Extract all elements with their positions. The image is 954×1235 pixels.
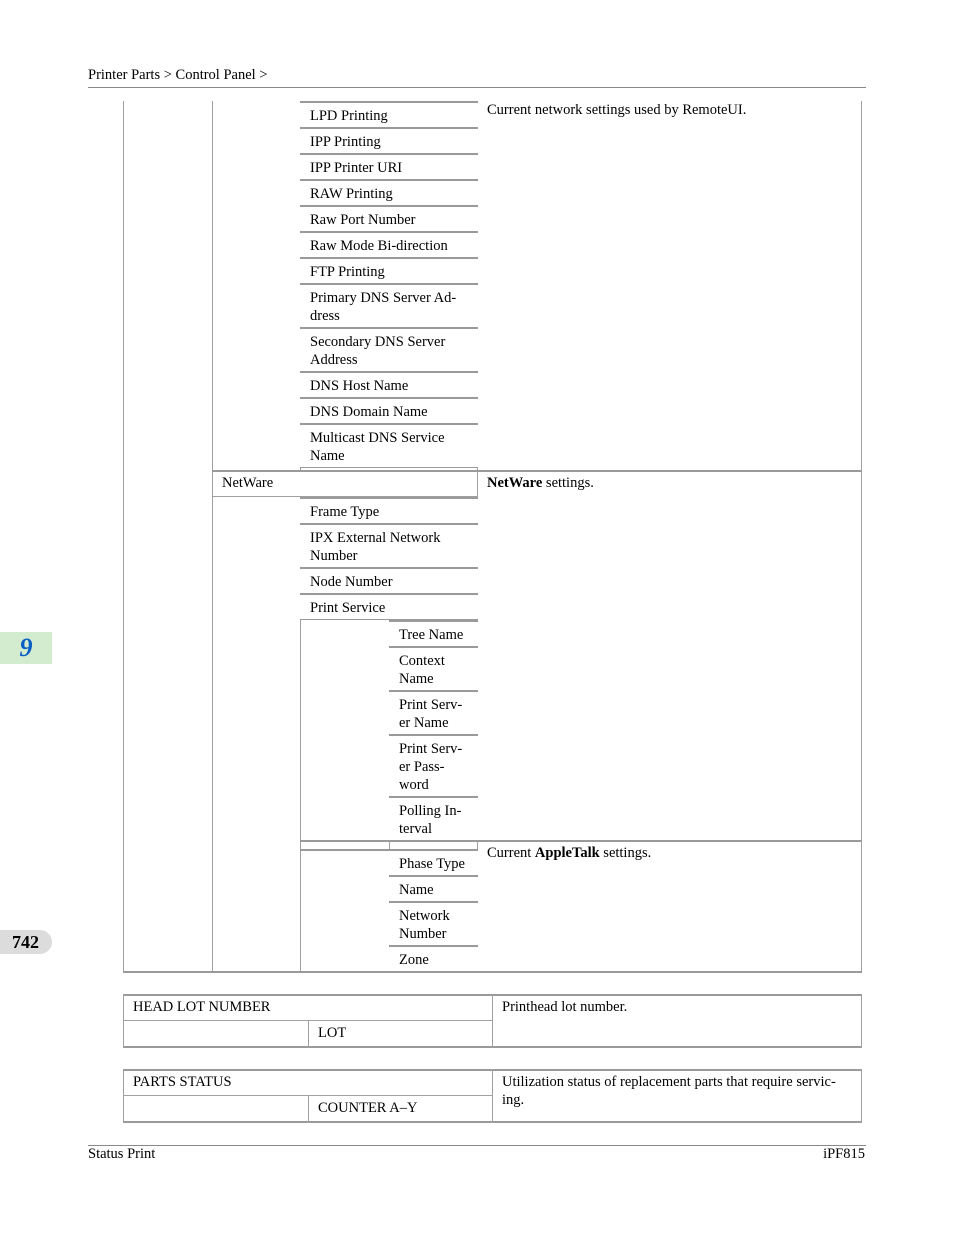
network-setting-item-label: IPP Printing bbox=[310, 134, 381, 150]
table-border-right bbox=[861, 101, 862, 973]
remote-ui-description: Current network settings used by RemoteUI. bbox=[487, 102, 747, 118]
page-number: 742 bbox=[0, 930, 52, 954]
network-setting-item bbox=[300, 371, 478, 398]
print-service-item-label: Tree Name bbox=[399, 627, 464, 643]
network-setting-item-label: Raw Port Number bbox=[310, 212, 416, 228]
table-border-left bbox=[123, 994, 124, 1048]
print-service-item-label: Context Name bbox=[399, 653, 445, 687]
footer-section-title: Status Print bbox=[88, 1146, 156, 1162]
netware-setting-item-label: Node Number bbox=[310, 574, 393, 590]
header-rule bbox=[88, 87, 866, 88]
network-setting-item-label: Raw Mode Bi-direction bbox=[310, 238, 448, 254]
network-setting-item bbox=[300, 327, 478, 372]
print-service-item bbox=[389, 646, 478, 691]
row-divider bbox=[300, 840, 862, 842]
netware-setting-item bbox=[300, 593, 478, 620]
table-border-right bbox=[861, 994, 862, 1048]
network-setting-item bbox=[300, 205, 478, 232]
appletalk-description: Current AppleTalk settings. bbox=[487, 845, 652, 861]
network-setting-item bbox=[300, 257, 478, 284]
table-border-left bbox=[123, 101, 124, 973]
network-setting-item bbox=[300, 283, 478, 328]
network-setting-item bbox=[300, 153, 478, 180]
print-service-item bbox=[389, 620, 478, 647]
appletalk-setting-item bbox=[389, 945, 478, 972]
footer-model-name: iPF815 bbox=[823, 1146, 865, 1162]
appletalk-setting-item-label: Phase Type bbox=[399, 856, 465, 872]
column-divider bbox=[308, 1095, 309, 1123]
column-divider bbox=[212, 101, 213, 973]
head-lot-description: Printhead lot number. bbox=[502, 999, 628, 1015]
print-service-item bbox=[389, 690, 478, 735]
netware-setting-item-label: IPX External Network Number bbox=[310, 530, 441, 564]
counter-label: COUNTER A–Y bbox=[318, 1100, 418, 1116]
appletalk-setting-item-label: Name bbox=[399, 882, 434, 898]
appletalk-setting-item bbox=[389, 849, 478, 876]
table-border-left bbox=[123, 1069, 124, 1123]
appletalk-setting-item-label: Network Number bbox=[399, 908, 450, 942]
print-service-item-label: Print Serv- er Name bbox=[399, 697, 463, 731]
network-setting-item bbox=[300, 397, 478, 424]
appletalk-setting-item bbox=[389, 875, 478, 902]
network-setting-item-label: Secondary DNS Server Address bbox=[310, 334, 446, 368]
print-service-item bbox=[389, 796, 478, 841]
footer-rule bbox=[88, 1145, 866, 1146]
network-setting-item-label: LPD Printing bbox=[310, 108, 388, 124]
parts-status-description: Utilization status of replacement parts that require servic- ing. bbox=[502, 1074, 836, 1108]
column-divider bbox=[492, 994, 493, 1048]
breadcrumb: Printer Parts > Control Panel > bbox=[88, 67, 268, 83]
network-setting-item-label: IPP Printer URI bbox=[310, 160, 403, 176]
row-divider bbox=[212, 470, 862, 472]
row-divider bbox=[300, 849, 389, 851]
column-divider bbox=[308, 1020, 309, 1048]
network-setting-item-label: RAW Printing bbox=[310, 186, 393, 202]
chapter-tab: 9 bbox=[0, 632, 52, 664]
netware-setting-item bbox=[300, 497, 478, 524]
network-setting-item-label: DNS Host Name bbox=[310, 378, 409, 394]
network-setting-item-label: FTP Printing bbox=[310, 264, 385, 280]
netware-setting-item-label: Print Service bbox=[310, 600, 386, 616]
print-service-item bbox=[389, 734, 478, 797]
network-setting-item-label: Primary DNS Server Ad- dress bbox=[310, 290, 457, 324]
lot-label: LOT bbox=[318, 1025, 347, 1041]
network-setting-item bbox=[300, 127, 478, 154]
head-lot-label: HEAD LOT NUMBER bbox=[133, 999, 271, 1015]
netware-setting-item bbox=[300, 523, 478, 568]
parts-status-label: PARTS STATUS bbox=[133, 1074, 232, 1090]
print-service-item-label: Print Serv- er Pass- word bbox=[399, 741, 463, 793]
netware-label: NetWare bbox=[222, 475, 274, 491]
table-border-bottom bbox=[123, 971, 862, 973]
print-service-item-label: Polling In- terval bbox=[399, 803, 462, 837]
network-setting-item bbox=[300, 423, 478, 468]
table-border-right bbox=[861, 1069, 862, 1123]
network-setting-item-label: Multicast DNS Service Name bbox=[310, 430, 445, 464]
appletalk-setting-item-label: Zone bbox=[399, 952, 429, 968]
appletalk-setting-item bbox=[389, 901, 478, 946]
netware-setting-item bbox=[300, 567, 478, 594]
column-divider bbox=[492, 1069, 493, 1123]
netware-description: NetWare settings. bbox=[487, 475, 594, 491]
network-setting-item bbox=[300, 101, 478, 128]
network-setting-item bbox=[300, 179, 478, 206]
network-setting-item bbox=[300, 231, 478, 258]
network-setting-item-label: DNS Domain Name bbox=[310, 404, 428, 420]
netware-setting-item-label: Frame Type bbox=[310, 504, 380, 520]
